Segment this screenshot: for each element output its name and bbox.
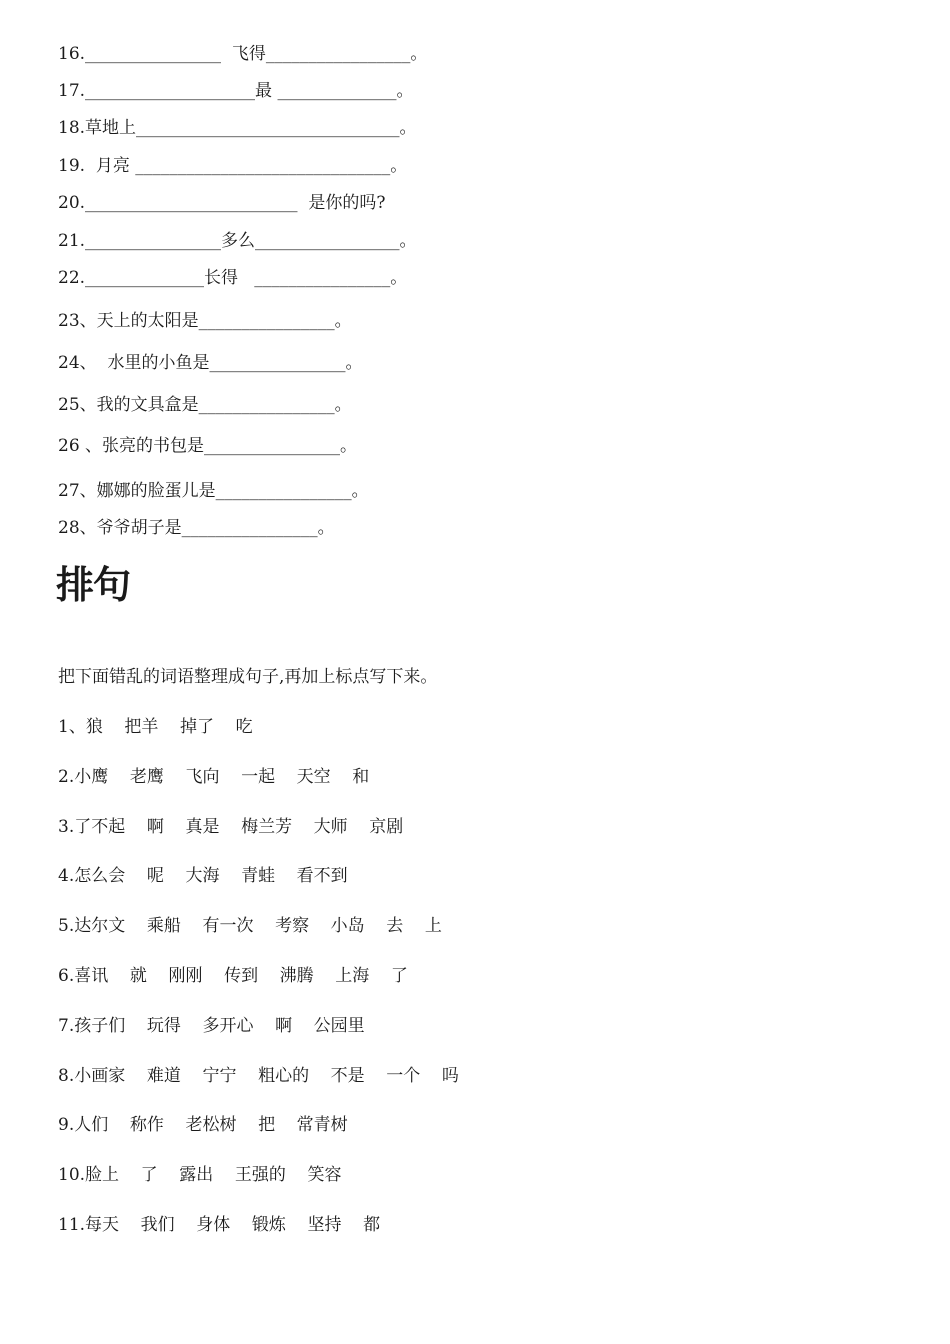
exercise-27: 27、娜娜的脸蛋儿是________________。	[58, 481, 369, 501]
exercise-22: 22.______________长得 ________________。	[58, 268, 408, 288]
exercise-21: 21.________________多么_________________。	[58, 231, 417, 251]
scrambled-item-1: 1、狼 把羊 掉了 吃	[58, 717, 253, 737]
exercise-28: 28、爷爷胡子是________________。	[58, 518, 335, 538]
instruction-text: 把下面错乱的词语整理成句子,再加上标点写下来。	[58, 667, 438, 687]
exercise-18: 18.草地上_______________________________。	[58, 118, 417, 138]
scrambled-item-11: 11.每天 我们 身体 锻炼 坚持 都	[58, 1215, 381, 1235]
scrambled-item-2: 2.小鹰 老鹰 飞向 一起 天空 和	[58, 767, 370, 787]
exercise-25: 25、我的文具盒是________________。	[58, 395, 352, 415]
scrambled-item-6: 6.喜讯 就 刚刚 传到 沸腾 上海 了	[58, 966, 408, 986]
section-title: 排句	[56, 563, 131, 607]
scrambled-item-7: 7.孩子们 玩得 多开心 啊 公园里	[58, 1016, 365, 1036]
exercise-26: 26 、张亮的书包是________________。	[58, 436, 358, 456]
scrambled-item-9: 9.人们 称作 老松树 把 常青树	[58, 1115, 348, 1135]
exercise-20: 20._________________________ 是你的吗?	[58, 193, 386, 213]
exercise-17: 17.____________________最 ______________。	[58, 81, 414, 101]
exercise-19: 19. 月亮 ______________________________。	[58, 156, 408, 176]
exercise-23: 23、天上的太阳是________________。	[58, 311, 352, 331]
scrambled-item-10: 10.脸上 了 露出 王强的 笑容	[58, 1165, 342, 1185]
scrambled-item-5: 5.达尔文 乘船 有一次 考察 小岛 去 上	[58, 916, 442, 936]
scrambled-item-4: 4.怎么会 呢 大海 青蛙 看不到	[58, 866, 348, 886]
exercise-24: 24、 水里的小鱼是________________。	[58, 353, 363, 373]
exercise-16: 16.________________ 飞得_________________。	[58, 44, 428, 64]
scrambled-item-8: 8.小画家 难道 宁宁 粗心的 不是 一个 吗	[58, 1066, 459, 1086]
scrambled-item-3: 3.了不起 啊 真是 梅兰芳 大师 京剧	[58, 817, 404, 837]
